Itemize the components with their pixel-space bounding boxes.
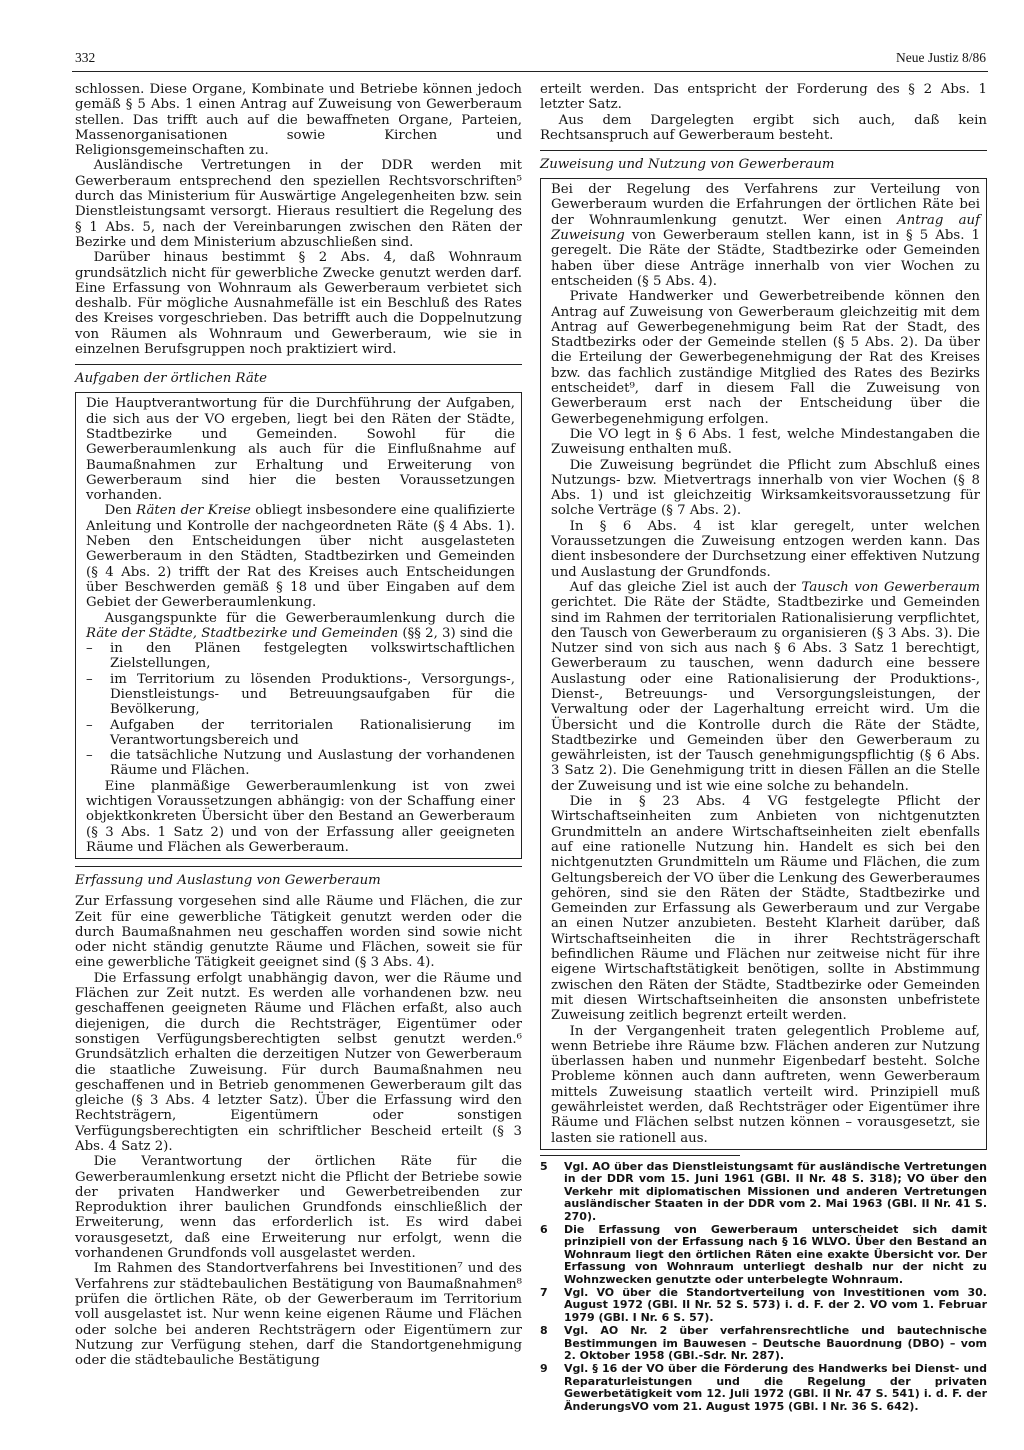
header-rule <box>72 71 988 72</box>
section-heading: Aufgaben der örtlichen Räte <box>75 364 522 386</box>
left-column <box>75 82 522 1368</box>
list-item: – in den Plänen festgelegten volkswirtschaftlichen Zielstellungen, <box>86 641 515 672</box>
paragraph: Die Zuweisung begründet die Pflicht zum Abschluß eines Nutzungs- bzw. Mietvertrags innerhalb von vier Wochen (§ 8 Abs. 1) und ist gleichzeitig Wirksamkeitsvoraussetzung für solche Verträge (§ 7 Abs. 2). <box>551 457 980 519</box>
paragraph: Die Verantwortung der örtlichen Räte für die Gewerberaumlenkung ersetzt nicht die Pflicht der Betriebe sowie der privaten Handwerker und Gewerbetreibenden zur Reproduktion ihrer baulichen Grundfonds einschließlich der Erweiterung, wenn das erforderlich ist. Es wird dabei vorausgesetzt, daß eine Erweiterung nur erfolgt, wenn die vorhandenen Grundfonds voll ausgelastet werden. <box>75 1154 522 1262</box>
paragraph: In § 6 Abs. 4 ist klar geregelt, unter welchen Voraussetzungen die Zuweisung entzogen werden kann. Das dient insbesondere der Durchsetzung einer effektiven Nutzung und Auslastung der Grundfonds. <box>551 518 980 580</box>
dash-list <box>86 641 515 779</box>
paragraph: Zur Erfassung vorgesehen sind alle Räume und Flächen, die zur Zeit für eine gewerbliche Tätigkeit genutzt werden oder die durch Baumaßnahmen neu geschaffen worden sind sowie nicht oder nicht ständig genutzte Räume und Flächen, soweit sie für eine gewerbliche Tätigkeit geeignet sind (§ 3 Abs. 4). <box>75 894 522 971</box>
paragraph: Die Erfassung erfolgt unabhängig davon, wer die Räume und Flächen zur Zeit nutzt. Es werden alle vorhandenen bzw. neu geschaffenen geeigneten Räume und Flächen erfaßt, also auch diejenigen, die durch die Rechtsträger, Eigentümer oder sonstigen Verfügungsberechtigten selbst genutzt werden.⁶ Grundsätzlich erhalten die derzeitigen Nutzer von Gewerberaum die staatliche Zuweisung. Für durch Baumaßnahmen neu geschaffenen und in Betrieb genommenen Gewerberaum gilt das gleiche (§ 3 Abs. 4 letzter Satz). Über die Erfassung wird den Rechtsträgern, Eigentümern oder sonstigen Verfügungsberechtigten ein schriftlicher Bescheid erteilt (§ 3 Abs. 4 Satz 2). <box>75 970 522 1154</box>
footnote: 7 Vgl. VO über die Standortverteilung von Investitionen vom 30. August 1972 (GBl. II Nr. 52 S. 573) i. d. F. der 2. VO vom 1. Februar 1979 (GBl. I Nr. 6 S. 57). <box>540 1285 987 1324</box>
section-heading: Erfassung und Auslastung von Gewerberaum <box>75 866 522 888</box>
footnote: 8 Vgl. AO Nr. 2 über verfahrensrechtliche und bautechnische Bestimmungen im Bauwesen – Deutsche Bauordnung (DBO) – vom 2. Oktober 1958 (GBl.-Sdr. Nr. 287). <box>540 1324 987 1362</box>
paragraph: erteilt werden. Das entspricht der Forderung des § 2 Abs. 1 letzter Satz. <box>540 82 987 113</box>
paragraph: Auf das gleiche Ziel ist auch der Tausch von Gewerberaum gerichtet. Die Räte der Städte, Stadtbezirke und Gemeinden sind im Rahmen der territorialen Rationalisierung verpflichtet, den Tausch von Gewerberaum zu organisieren (§ 3 Abs. 3). Die Nutzer sind von sich aus nach § 6 Abs. 3 Satz 1 berechtigt, Gewerberaum zu tauschen, wenn dadurch eine bessere Auslastung oder eine Rationalisierung der Produktions-, Dienst-, Betreuungs- und Versorgungsleistungen, der Verwaltung oder der Lagerhaltung erreicht wird. Um die Übersicht und die Kontrolle durch die Räte der Städte, Stadtbezirke und Gemeinden über den Gewerberaum zu gewährleisten, ist der Tausch genehmigungspflichtig (§ 6 Abs. 3 Satz 2). Die Genehmigung tritt in diesen Fällen an die Stelle der Zuweisung und ist wie eine solche zu behandeln. <box>551 579 980 794</box>
paragraph: schlossen. Diese Organe, Kombinate und Betriebe können jedoch gemäß § 5 Abs. 1 einen Antrag auf Zuweisung von Gewerberaum stellen. Das trifft auch auf die bewaffneten Organe, Parteien, Massenorganisationen sowie Kirchen und Religionsgemeinschaften zu. <box>75 82 522 159</box>
paragraph: Private Handwerker und Gewerbetreibende können den Antrag auf Zuweisung von Gewerberaum gleichzeitig mit dem Antrag auf Gewerbegenehmigung beim Rat der Stadt, des Stadtbezirks oder der Gemeinde stellen (§ 5 Abs. 2). Da über die Erteilung der Gewerbegenehmigung der Rat des Kreises bzw. das fachlich zuständige Mitglied des Rates des Bezirks entscheidet⁹, darf in diesem Fall die Zuweisung von Gewerberaum erst nach der Entscheidung über die Gewerbegenehmigung erfolgen. <box>551 289 980 427</box>
section-heading: Zuweisung und Nutzung von Gewerberaum <box>540 150 987 172</box>
paragraph: Im Rahmen des Standortverfahrens bei Investitionen⁷ und des Verfahrens zur städtebaulichen Bestätigung von Baumaßnahmen⁸ prüfen die örtlichen Räte, ob der Gewerberaum im Territorium voll ausgelastet ist. Nur wenn keine eigenen Räume und Flächen oder solche bei anderen Rechtsträgern oder Eigentümern zur Nutzung zur Verfügung stehen, darf die Standortgenehmigung oder die städtebauliche Bestätigung <box>75 1261 522 1369</box>
footnote: 9 Vgl. § 16 der VO über die Förderung des Handwerks bei Dienst- und Reparaturleistungen und die Regelung der privaten Gewerbetätigkeit vom 12. Juli 1972 (GBl. II Nr. 47 S. 541) i. d. F. der ÄnderungsVO vom 21. August 1975 (GBl. I Nr. 36 S. 642). <box>540 1362 987 1413</box>
list-item: – die tatsächliche Nutzung und Auslastung der vorhandenen Räume und Flächen. <box>86 748 515 779</box>
paragraph: Eine planmäßige Gewerberaumlenkung ist von zwei wichtigen Voraussetzungen abhängig: von der Schaffung einer objektkonkreten Übersicht über den Bestand an Gewerberaum (§ 3 Abs. 1 Satz 2) und von der Erfassung aller geeigneten Räume und Flächen als Gewerberaum. <box>86 778 515 855</box>
paragraph: Bei der Regelung des Verfahrens zur Verteilung von Gewerberaum wurden die Erfahrungen der örtlichen Räte bei der Wohnraumlenkung genutzt. Wer einen Antrag auf Zuweisung von Gewerberaum stellen kann, ist in § 5 Abs. 1 geregelt. Die Räte der Städte, Stadtbezirke oder Gemeinden haben über diese Anträge innerhalb von vier Wochen zu entscheiden (§ 5 Abs. 4). <box>551 182 980 289</box>
paragraph: Ausländische Vertretungen in der DDR werden mit Gewerberaum entsprechend den speziellen Rechtsvorschriften⁵ durch das Ministerium für Auswärtige Angelegenheiten bzw. sein Dienstleistungsamt versorgt. Hieraus resultiert die Regelung des § 1 Abs. 5, nach der Vereinbarungen zwischen den Räten der Bezirke und dem Ministerium abzuschließen sind. <box>75 158 522 250</box>
page-number: 332 <box>75 50 96 65</box>
paragraph: Den Räten der Kreise obliegt insbesondere eine qualifizierte Anleitung und Kontrolle der nachgeordneten Räte (§ 4 Abs. 1). Neben den Entscheidungen über nicht ausgelasteten Gewerberaum in den Städten, Stadtbezirken und Gemeinden (§ 4 Abs. 2) trifft der Rat des Kreises auch Entscheidungen über Beschwerden gemäß § 18 und über Eingaben auf dem Gebiet der Gewerberaumlenkung. <box>86 503 515 611</box>
paragraph: Die VO legt in § 6 Abs. 1 fest, welche Mindestangaben die Zuweisung enthalten muß. <box>551 426 980 458</box>
journal-issue: Neue Justiz 8/86 <box>896 50 986 65</box>
footnote-rule <box>540 1155 740 1156</box>
section-box <box>75 392 522 859</box>
section-box <box>540 178 987 1150</box>
paragraph: In der Vergangenheit traten gelegentlich Probleme auf, wenn Betriebe ihre Räume bzw. Flächen anderen zur Nutzung überlassen haben und nunmehr Eigenbedarf besteht. Solche Probleme können auch dann auftreten, wenn Gewerberaum mittels Zuweisung staatlich verteilt wird. Prinzipiell muß gewährleistet werden, daß Rechtsträger oder Eigentümer ihre Räume und Flächen selbst nutzen können – vorausgesetzt, sie lasten sie rationell aus. <box>551 1023 980 1146</box>
list-item: – Aufgaben der territorialen Rationalisierung im Verantwortungsbereich und <box>86 718 515 749</box>
paragraph: Darüber hinaus bestimmt § 2 Abs. 4, daß Wohnraum grundsätzlich nicht für gewerbliche Zwecke genutzt werden darf. Eine Erfassung von Wohnraum als Gewerberaum verbietet sich deshalb. Für mögliche Ausnahmefälle ist ein Beschluß des Rates des Kreises vorgeschrieben. Das betrifft auch die Doppelnutzung von Räumen als Wohnraum und Gewerberaum, wie sie in einzelnen Berufsgruppen noch praktiziert wird. <box>75 250 522 358</box>
paragraph: Ausgangspunkte für die Gewerberaumlenkung durch die Räte der Städte, Stadtbezirke und Gemeinden (§§ 2, 3) sind die <box>86 610 515 641</box>
paragraph: Die in § 23 Abs. 4 VG festgelegte Pflicht der Wirtschaftseinheiten zum Anbieten von nichtgenutzten Grundmitteln an andere Wirtschaftseinheiten zielt ebenfalls auf eine rationelle Nutzung hin. Handelt es sich bei den nichtgenutzten Grundmitteln um Räume und Flächen, die zum Geltungsbereich der VO über die Lenkung des Gewerberaumes gehören, sind sie den Räten der Städte, Stadtbezirke und Gemeinden zur Erfassung als Gewerberaum und zur Vergabe an einen Nutzer anzubieten. Besteht Klarheit darüber, daß Wirtschaftseinheiten die in ihrer Rechtsträgerschaft befindlichen Räume und Flächen nur zeitweise nicht für ihre eigene Wirtschaftstätigkeit benötigen, sollte in Abstimmung zwischen den Räten der Städte, Stadtbezirke oder Gemeinden mit diesen Wirtschaftseinheiten die ansonsten unbefristete Zuweisung zeitlich begrenzt erteilt werden. <box>551 794 980 1024</box>
paragraph: Die Hauptverantwortung für die Durchführung der Aufgaben, die sich aus der VO ergeben, liegt bei den Räten der Städte, Stadtbezirke und Gemeinden. Sowohl für die Gewerberaumlenkung als auch für die Einflußnahme auf Baumaßnahmen zur Erhaltung und Erweiterung von Gewerberaum sind hier die besten Voraussetzungen vorhanden. <box>86 396 515 504</box>
footnote: 6 Die Erfassung von Gewerberaum unterscheidet sich damit prinzipiell von der Erfassung nach § 16 WLVO. Über den Bestand an Wohnraum liegt den örtlichen Räten eine exakte Übersicht vor. Der Erfassung von Wohnraum unterliegt deshalb nur der nicht zu Wohnzwecken genutzte oder unterbelegte Wohnraum. <box>540 1222 987 1286</box>
footnote: 5 Vgl. AO über das Dienstleistungsamt für ausländische Vertretungen in der DDR vom 15. Juni 1961 (GBl. II Nr. 48 S. 318); VO über den Verkehr mit diplomatischen Missionen und anderen Vertretungen ausländischer Staaten in der DDR vom 2. Mai 1963 (GBl. II Nr. 41 S. 270). <box>540 1159 987 1223</box>
list-item: – im Territorium zu lösenden Produktions-, Versorgungs-, Dienstleistungs- und Betreuungsaufgaben für die Bevölkerung, <box>86 672 515 718</box>
paragraph: Aus dem Dargelegten ergibt sich auch, daß kein Rechtsanspruch auf Gewerberaum besteht. <box>540 112 987 143</box>
right-column <box>540 82 987 1414</box>
